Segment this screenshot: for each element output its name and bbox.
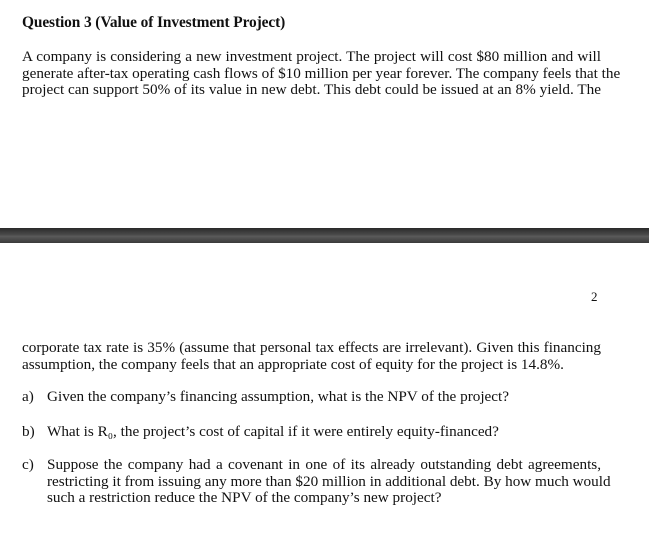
text-line: generate after-tax operating cash flows of $10 million per year forever. The company feels that the xyxy=(22,64,621,82)
item-text xyxy=(47,389,601,406)
text-line: assumption, the company feels that an appropriate cost of equity for the project is 14.8%. xyxy=(22,355,564,373)
item-marker: b) xyxy=(22,423,35,440)
page-number: 2 xyxy=(591,289,598,304)
text-line: A company is considering a new investment project. The project will cost $80 million and will xyxy=(22,48,601,65)
item-marker: c) xyxy=(22,456,34,473)
page-separator xyxy=(0,228,649,243)
text-line: corporate tax rate is 35% (assume that personal tax effects are irrelevant). Given this financing xyxy=(22,339,601,356)
item-text xyxy=(47,424,601,441)
problem-statement-part-1 xyxy=(22,48,621,99)
document-page-2 xyxy=(0,243,649,544)
item-marker: a) xyxy=(22,388,34,405)
document-page-1 xyxy=(0,0,649,228)
item-text xyxy=(47,456,611,507)
text-line: Given the company’s financing assumption, what is the NPV of the project? xyxy=(47,388,510,405)
text-line: restricting it from issuing any more than $20 million in additional debt. By how much would xyxy=(47,472,611,490)
question-heading: Question 3 (Value of Investment Project) xyxy=(22,14,286,31)
problem-statement-part-2 xyxy=(22,340,601,373)
text-line: project can support 50% of its value in new debt. This debt could be issued at an 8% yield. The xyxy=(22,81,601,98)
text-line: Suppose the company had a covenant in one of its already outstanding debt agreements, xyxy=(47,456,601,473)
text-line: such a restriction reduce the NPV of the company’s new project? xyxy=(47,489,442,506)
text-line: What is R₀, the project’s cost of capital if it were entirely equity-financed? xyxy=(47,423,499,440)
